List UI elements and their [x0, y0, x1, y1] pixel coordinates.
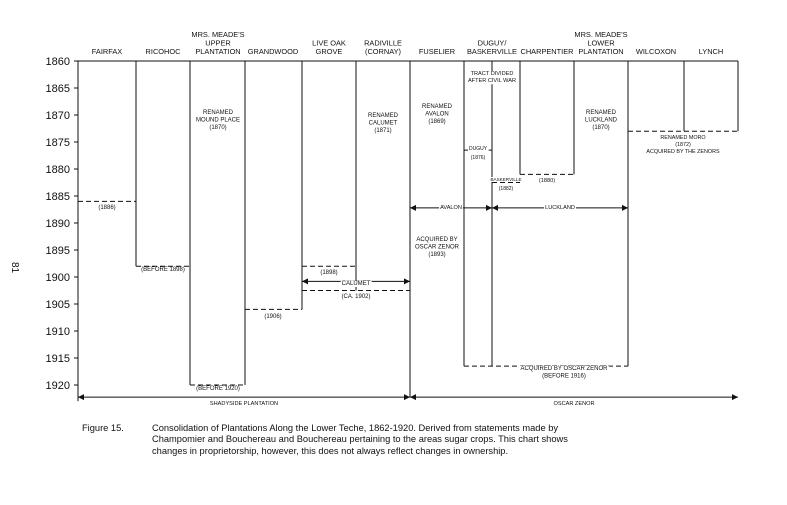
arrowhead: [410, 205, 416, 211]
annotation-label: ACQUIRED BY OSCAR ZENOR (1893): [414, 237, 460, 259]
annotation-label: ACQUIRED BY OSCAR ZENOR (BEFORE 1916): [520, 366, 608, 380]
annotation-label: AVALON: [440, 205, 462, 211]
annotation-label: CALUMET: [341, 281, 371, 287]
arrowhead: [732, 394, 738, 400]
annotation-label: BASKERVILLE: [490, 177, 522, 182]
plantation-header: MRS. MEADE'S UPPER PLANTATION: [191, 30, 245, 56]
annotation-label: RENAMED MOUND PLACE (1870): [195, 110, 241, 132]
plantation-header: CHARPENTIER: [520, 47, 574, 56]
year-label: 1885: [45, 191, 70, 203]
plantation-header: RADIVILLE (CORNAY): [364, 38, 402, 56]
annotation-label: DUGUY: [468, 146, 488, 152]
year-label: 1865: [45, 83, 70, 95]
annotation-label: (1886): [98, 205, 116, 211]
arrowhead: [302, 278, 308, 284]
plantation-header: LYNCH: [698, 47, 724, 56]
arrowhead: [404, 278, 410, 284]
year-label: 1915: [45, 353, 70, 365]
plantation-header: FAIRFAX: [91, 47, 123, 56]
year-label: 1875: [45, 137, 70, 149]
annotation-label: RENAMED LUCKLAND (1870): [584, 110, 618, 132]
annotation-label: RENAMED MORO (1872) ACQUIRED BY THE ZENORS: [646, 135, 720, 155]
arrowhead: [622, 205, 628, 211]
chart-frame: [78, 61, 738, 401]
year-label: 1890: [45, 218, 70, 230]
arrowhead: [410, 394, 416, 400]
plantation-header: RICOHOC: [145, 47, 181, 56]
year-label: 1910: [45, 326, 70, 338]
annotation-label: (1906): [264, 314, 282, 320]
annotation-label: RENAMED AVALON (1869): [421, 104, 453, 126]
year-label: 1870: [45, 110, 70, 122]
arrowhead: [404, 394, 410, 400]
annotation-label: TRACT DIVIDED AFTER CIVIL WAR: [467, 71, 517, 85]
arrowhead: [486, 205, 492, 211]
annotations: [97, 71, 721, 407]
side-label: 81: [9, 262, 20, 274]
year-label: 1860: [45, 56, 70, 68]
arrowhead: [78, 394, 84, 400]
year-label: 1920: [45, 380, 70, 392]
annotation-label: (1876): [470, 155, 486, 161]
year-label: 1880: [45, 164, 70, 176]
plantation-headers: [92, 30, 723, 56]
arrowhead: [492, 205, 498, 211]
annotation-label: (CA. 1902): [341, 294, 371, 300]
plantation-header: FUSELIER: [418, 47, 456, 56]
figure-caption: [82, 423, 582, 457]
annotation-label: OSCAR ZENOR: [553, 401, 595, 407]
annotation-label: (BEFORE 1920): [196, 386, 240, 392]
plantation-header: GRANDWOOD: [247, 47, 299, 56]
year-axis: [46, 56, 78, 392]
annotation-label: (1898): [320, 270, 338, 276]
annotation-label: SHADYSIDE PLANTATION: [209, 401, 279, 407]
caption-text: Consolidation of Plantations Along the Lower Teche, 1862-1920. Derived from statements made by Champomier and Bouchereau and Bouchereau pertaining to the areas sugar crops. This chart shows changes in proprietorship, however, this does not always reflect changes in ownership.: [152, 423, 568, 456]
plantation-header: WILCOXON: [635, 47, 677, 56]
year-label: 1900: [45, 272, 70, 284]
plantation-header: MRS. MEADE'S LOWER PLANTATION: [574, 30, 628, 56]
year-label: 1895: [45, 245, 70, 257]
plantation-header: DUGUY/ BASKERVILLE: [467, 38, 517, 56]
annotation-label: (1880): [538, 178, 556, 184]
figure-label: Figure 15.: [82, 423, 124, 433]
plantation-header: LIVE OAK GROVE: [312, 38, 346, 56]
annotation-label: RENAMED CALUMET (1871): [367, 113, 399, 135]
year-label: 1905: [45, 299, 70, 311]
annotation-label: LUCKLAND: [545, 205, 575, 211]
annotation-label: (1882): [498, 186, 514, 192]
annotation-label: (BEFORE 1898): [141, 267, 185, 273]
